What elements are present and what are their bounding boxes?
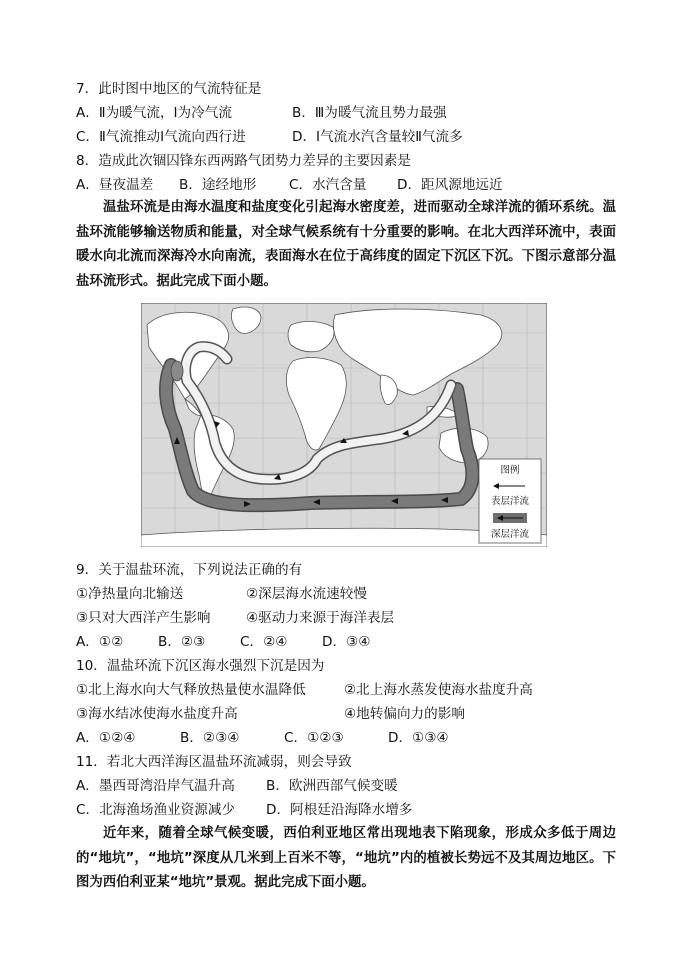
sinking-zone [171, 361, 183, 381]
q11-options-row2 [76, 800, 412, 820]
q9-statement-2: ②深层海水流速较慢 [246, 586, 367, 602]
q9-statement-4: ④驱动力来源于海洋表层 [246, 610, 395, 626]
passage-siberia: 近年来，随着全球气候变暖，西伯利亚地区常出现地表下陷现象，形成众多低于周边的“地坑”，“地坑”深度从几米到上百米不等，“地坑”内的植被长势远不及其周边地区。下图为西伯利亚某“地坑”景观。据此完成下面小题。 [76, 826, 616, 890]
q11-option-c: C．北海渔场渔业资源减少 [76, 802, 236, 818]
q8-option-c: C．水汽含量 [289, 177, 367, 193]
q9-options-row [76, 632, 370, 652]
world-map-svg [141, 303, 547, 547]
q7-options-row1 [76, 103, 447, 123]
passage-thermohaline: 温盐环流是由海水温度和盐度变化引起海水密度差，进而驱动全球洋流的循环系统。温盐环流能够输送物质和能量，对全球气候系统有十分重要的影响。在北大西洋环流中，表面暖水向北流而深海冷水向南流，表面海水在位于高纬度的固定下沉区下沉。下图示意部分温盐环流形式。据此完成下面小题。 [76, 200, 616, 289]
q10-statement-4: ④地转偏向力的影响 [344, 706, 465, 722]
q9-option-a: A．①② [76, 634, 124, 650]
q10-option-b: B．②③④ [180, 730, 240, 746]
q11-option-d: D．阿根廷沿海降水增多 [266, 802, 413, 818]
q7-option-a: A．Ⅱ为暖气流，Ⅰ为冷气流 [76, 105, 232, 121]
q8-stem: 8．造成此次锢囚锋东西两路气团势力差异的主要因素是 [76, 153, 411, 169]
q7-option-b: B．Ⅲ为暖气流且势力最强 [292, 105, 447, 121]
q9-option-b: B．②③ [158, 634, 206, 650]
q9-statement-1: ①净热量向北输送 [76, 586, 184, 602]
q8-options-row [76, 175, 503, 195]
q11-stem: 11．若北大西洋海区温盐环流减弱，则会导致 [76, 754, 352, 770]
q8-option-b: B．途经地形 [179, 177, 257, 193]
q7-options-row2 [76, 127, 463, 147]
q10-option-c: C．①②③ [284, 730, 344, 746]
q9-option-d: D．③④ [322, 634, 371, 650]
q10-statements-row2 [76, 704, 465, 724]
q10-statements-row1 [76, 680, 533, 700]
q9-stem: 9．关于温盐环流，下列说法正确的有 [76, 562, 303, 578]
q7-option-d: D．Ⅰ气流水汽含量较Ⅱ气流多 [292, 129, 463, 145]
q10-option-a: A．①②④ [76, 730, 136, 746]
q10-stem: 10．温盐环流下沉区海水强烈下沉是因为 [76, 658, 325, 674]
legend-title: 图例 [500, 465, 520, 476]
q9-statement-3: ③只对大西洋产生影响 [76, 610, 211, 626]
legend-deep-label: 深层洋流 [490, 529, 530, 540]
thermohaline-map [141, 303, 547, 547]
map-legend [479, 459, 541, 543]
q10-option-d: D．①③④ [388, 730, 449, 746]
q7-stem: 7．此时图中地区的气流特征是 [76, 81, 262, 97]
q11-options-row1 [76, 776, 398, 796]
q10-options-row [76, 728, 449, 748]
q11-option-a: A．墨西哥湾沿岸气温升高 [76, 778, 235, 794]
q8-option-a: A．昼夜温差 [76, 177, 154, 193]
q9-statements-row1 [76, 584, 367, 604]
q9-option-c: C．②④ [240, 634, 288, 650]
q10-statement-2: ②北上海水蒸发使海水盐度升高 [344, 682, 533, 698]
legend-surface-label: 表层洋流 [490, 496, 530, 507]
q11-option-b: B．欧洲西部气候变暖 [266, 778, 398, 794]
q8-option-d: D．距风源地远近 [397, 177, 503, 193]
q10-statement-1: ①北上海水向大气释放热量使水温降低 [76, 682, 306, 698]
q7-option-c: C．Ⅱ气流推动Ⅰ气流向西行进 [76, 129, 246, 145]
q10-statement-3: ③海水结冰使海水盐度升高 [76, 706, 238, 722]
q9-statements-row2 [76, 608, 394, 628]
